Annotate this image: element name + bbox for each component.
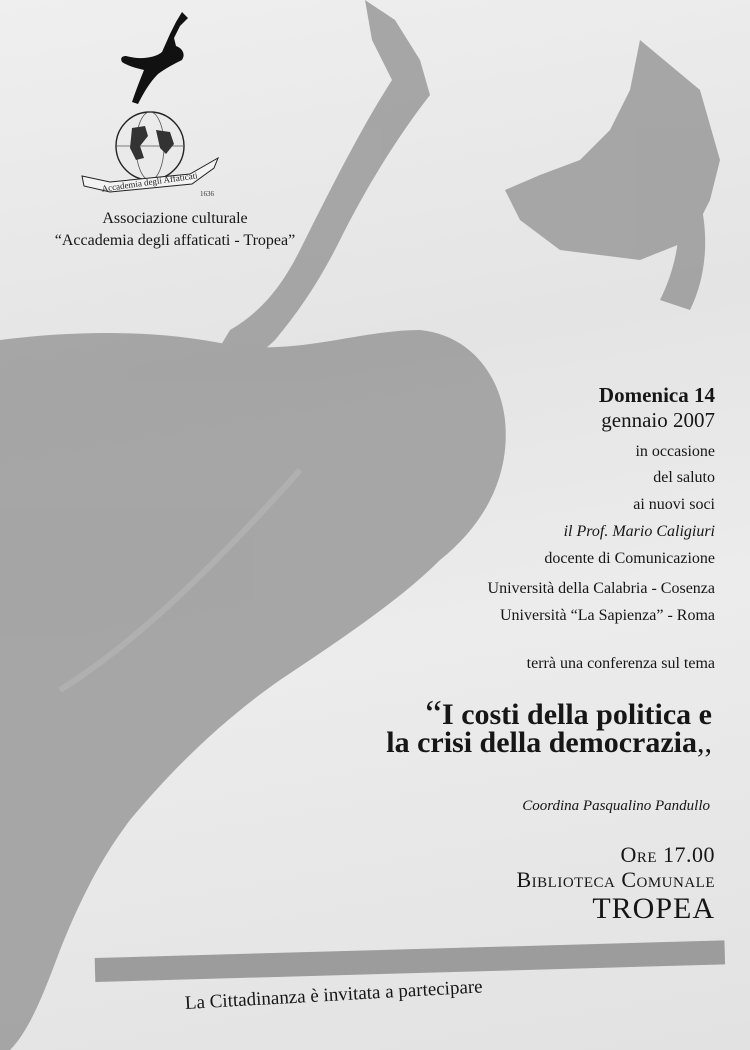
- speaker-university-2: Università “La Sapienza” - Roma: [499, 607, 715, 624]
- title-line1-text: I costi della politica e: [442, 698, 712, 731]
- title-line2-text: la crisi della democrazia: [386, 726, 697, 759]
- globe-icon: [116, 112, 184, 180]
- event-line-greeting: del saluto: [653, 469, 715, 486]
- association-logo: [70, 8, 230, 198]
- event-city: TROPEA: [592, 892, 715, 925]
- open-quote: “: [425, 693, 443, 735]
- conference-title-line2: [386, 726, 712, 760]
- logo-year: 1636: [200, 190, 214, 198]
- event-day: Domenica 14: [598, 383, 715, 407]
- invitation-text: La Cittadinanza è invitata a partecipare: [184, 976, 484, 1014]
- event-time: Ore 17.00: [620, 842, 715, 867]
- event-month-year: gennaio 2007: [601, 408, 715, 432]
- association-name-line2: “Accademia degli affaticati - Tropea”: [54, 232, 296, 249]
- speaker-role: docente di Comunicazione: [544, 550, 715, 567]
- coordinator: Coordina Pasqualino Pandullo: [522, 798, 710, 814]
- logo-arc-text: Accademia degli Affaticati: [100, 170, 199, 194]
- association-name-line1: Associazione culturale: [102, 210, 248, 227]
- bird-logo-icon: [121, 12, 188, 104]
- event-line-occasion: in occasione: [635, 443, 715, 460]
- event-line-new-members: ai nuovi soci: [633, 496, 715, 513]
- close-quote: ,,: [697, 726, 712, 759]
- speaker-name: il Prof. Mario Caligiuri: [563, 523, 715, 540]
- conference-intro: terrà una conferenza sul tema: [526, 655, 715, 672]
- event-venue: Biblioteca Comunale: [516, 867, 715, 892]
- speaker-university-1: Università della Calabria - Cosenza: [487, 580, 715, 597]
